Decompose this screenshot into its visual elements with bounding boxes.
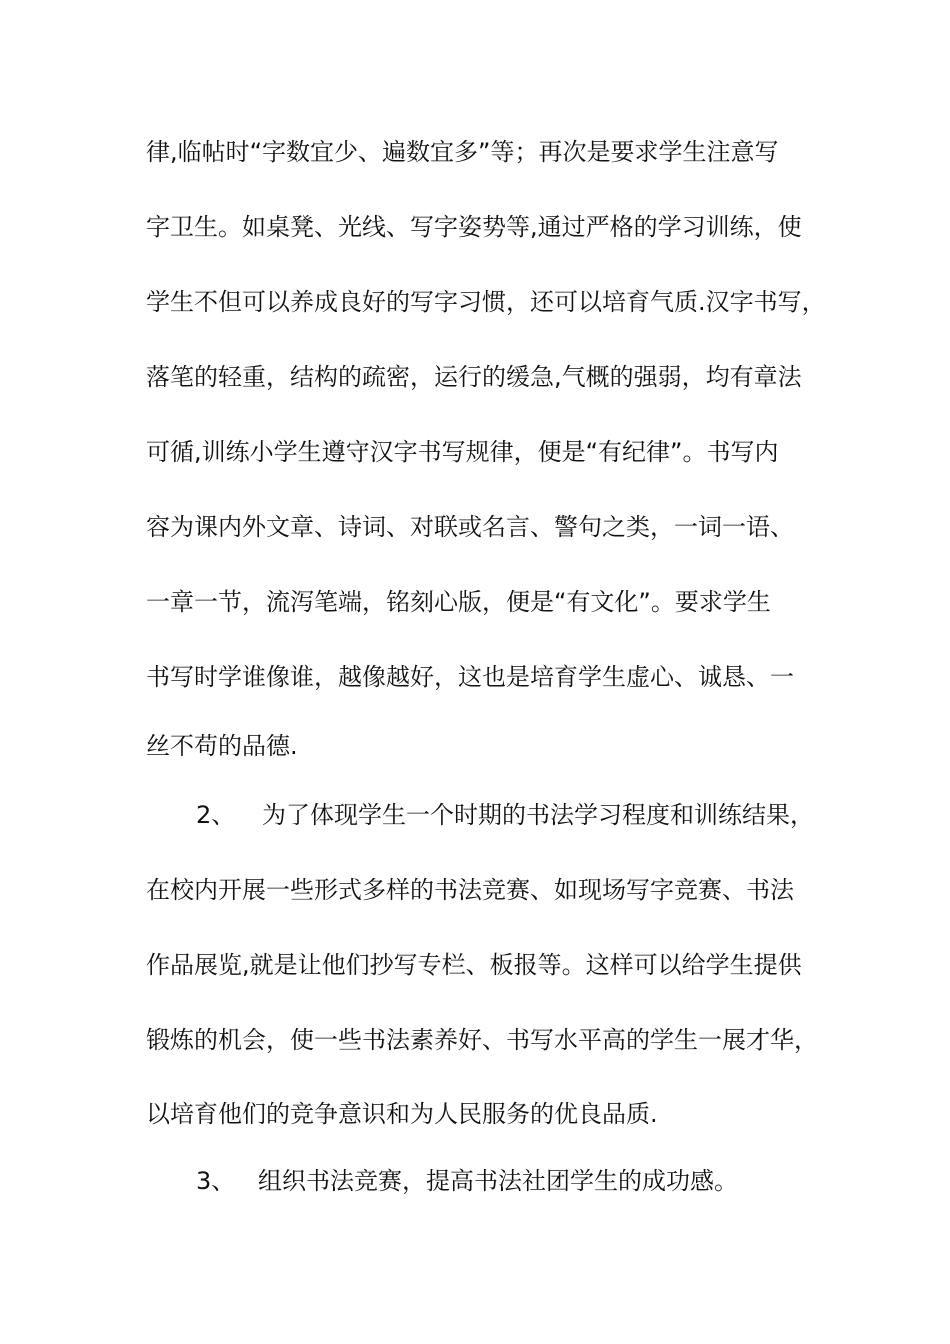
body-text-line: 锻炼的机会，使一些书法素养好、书写水平高的学生一展才华， [146, 1026, 818, 1054]
body-text-line: 落笔的轻重，结构的疏密，运行的缓急,气概的强弱，均有章法 [146, 363, 802, 391]
list-item-first-line: 组织书法竞赛，提高书法社团学生的成功感。 [258, 1167, 738, 1195]
body-text-line: 学生不但可以养成良好的写字习惯，还可以培育气质.汉字书写， [146, 288, 826, 316]
body-text-line: 丝不苟的品德. [146, 732, 298, 760]
list-item-number: 2、 [196, 801, 236, 829]
body-text-line: 在校内开展一些形式多样的书法竞赛、如现场写字竞赛、书法 [146, 876, 794, 904]
body-text-line: 作品展览,就是让他们抄写专栏、板报等。这样可以给学生提供 [146, 951, 802, 979]
list-item-first-line: 为了体现学生一个时期的书法学习程度和训练结果， [262, 801, 814, 829]
body-text-line: 容为课内外文章、诗词、对联或名言、警句之类，一词一语、 [146, 513, 794, 541]
body-text-line: 书写时学谁像谁，越像越好，这也是培育学生虚心、诚恳、一 [146, 663, 794, 691]
body-text-line: 律,临帖时“字数宜少、遍数宜多”等；再次是要求学生注意写 [146, 138, 779, 166]
list-item-number: 3、 [196, 1167, 236, 1195]
body-text-line: 一章一节，流泻笔端，铭刻心版，便是“有文化”。要求学生 [146, 588, 771, 616]
body-text-line: 以培育他们的竞争意识和为人民服务的优良品质. [146, 1100, 658, 1128]
body-text-line: 字卫生。如桌凳、光线、写字姿势等,通过严格的学习训练，使 [146, 213, 802, 241]
body-text-line: 可循,训练小学生遵守汉字书写规律，便是“有纪律”。书写内 [146, 438, 779, 466]
